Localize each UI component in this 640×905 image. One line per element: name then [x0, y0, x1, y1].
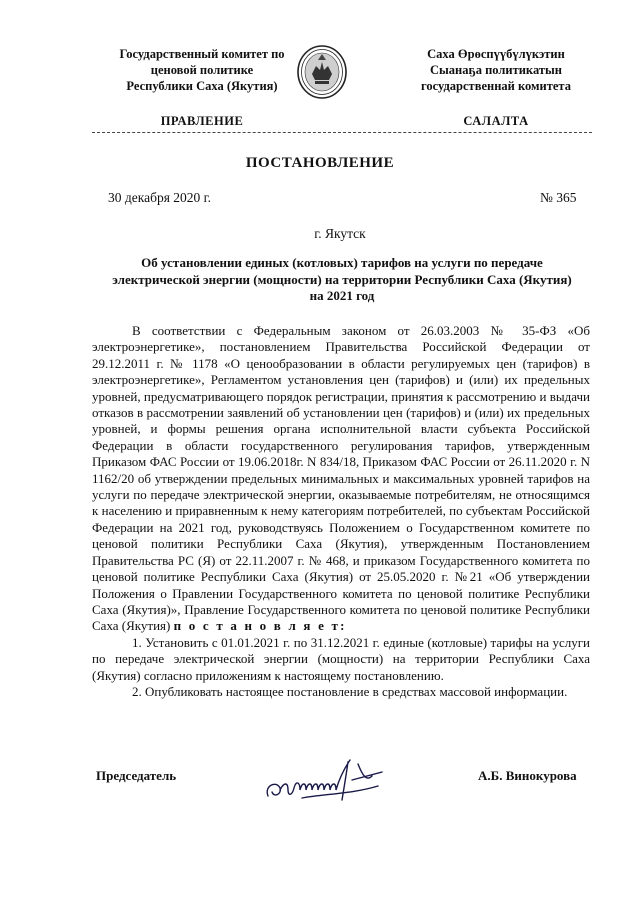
document-body — [92, 323, 590, 700]
subject-line-1: Об установлении единых (котловых) тарифов на услуги по передаче — [141, 255, 543, 270]
signatory-name: А.Б. Винокурова — [478, 768, 577, 783]
header-left-org — [92, 46, 312, 94]
header-left-subtitle: ПРАВЛЕНИЕ — [160, 114, 244, 128]
document-subject — [92, 255, 592, 305]
header-left-line-2: ценовой политике — [150, 63, 254, 77]
subject-line-3: на 2021 год — [309, 288, 375, 303]
subject-line-2: электрической энергии (мощности) на территории Республики Саха (Якутия) — [112, 271, 572, 287]
header-right-org — [396, 46, 596, 94]
header-right-subtitle: САЛАЛТА — [463, 114, 529, 128]
document-date: 30 декабря 2020 г. — [108, 190, 212, 205]
item-1: 1. Установить с 01.01.2021 г. по 31.12.2021 г. единые (котловые) тарифы на услуги по передаче электрической энергии (мощности) на территории Республики Саха (Якутия) согласно приложениям к настоящему постановлению. — [92, 634, 590, 683]
header-right-line-3: государственнай комитета — [421, 79, 571, 93]
decree-word: п о с т а н о в л я е т: — [173, 618, 347, 634]
preamble-text: В соответствии с Федеральным законом от 26.03.2003 № 35-ФЗ «Об электроэнергетике», постановлением Правительства Российской Федерации от 29.12.2011 г. № 1178 «О ценообразовании в области регулируемых цен (тарифов) в электроэнергетике», Регламентом установления цен (тарифов) и (или) их предельных уровней, предусматривающего порядок регистрации, принятия к рассмотрению и выдачи отказов в рассмотрении заявлений об установлении цен (тарифов) и (или) их предельных уровней, и формы решения органа исполнительной власти субъекта Российской Федерации в области государственного регулирования тарифов, утвержденным Приказом ФАС России от 19.06.2018г. N 834/18, Приказом ФАС России от 26.11.2020 г. N 1162/20 об утверждении предельных минимальных и максимальных уровней тарифов на услуги по передаче электрической энергии, оказываемые потребителям, не относящимся к населению и приравненным к нему категориям потребителей, по субъектам Российской Федерации на 2021 год, руководствуясь Положением о Государственном комитете по ценовой политики Республики Саха (Якутия), утвержденным Постановлением Правительства РС (Я) от 22.11.2007 г. № 468, и приказом Государственного комитета по ценовой политике Республики Саха (Якутия) от 25.05.2020 г. №21 «Об утверждении Положения о Правлении Государственного комитета по ценовой политике Республики Саха (Якутия)», Правление Государственного комитета по ценовой политике Республики Саха (Якутия) — [92, 323, 590, 634]
coat-of-arms-emblem — [296, 44, 348, 100]
header-left-line-3: Республики Саха (Якутия) — [126, 79, 278, 93]
header-right-line-2: Сыанаҕа политикатын — [430, 63, 562, 77]
item-2: 2. Опубликовать настоящее постановление в средствах массовой информации. — [132, 683, 568, 699]
header-left-line-1: Государственный комитет по — [119, 47, 285, 61]
document-city: г. Якутск — [314, 226, 366, 241]
document-number: № 365 — [540, 190, 577, 205]
handwritten-signature — [262, 752, 392, 812]
header-divider — [92, 132, 592, 133]
header-right-line-1: Саха Өрөспүүбүлүкэтин — [427, 47, 565, 61]
document-type-title: ПОСТАНОВЛЕНИЕ — [245, 155, 395, 171]
signature-position: Председатель — [96, 768, 177, 783]
preamble-paragraph — [92, 323, 590, 635]
